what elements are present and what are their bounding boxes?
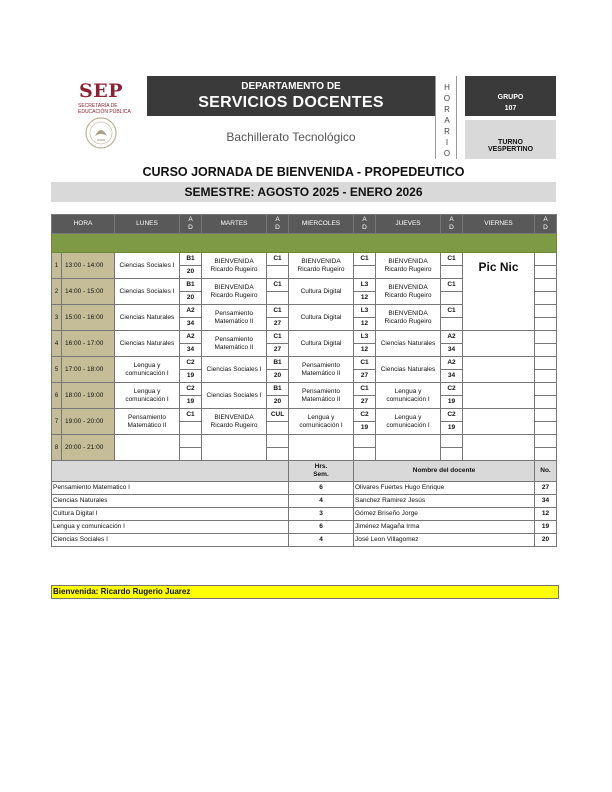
class-cell-jue	[376, 435, 441, 461]
teacher-number	[535, 318, 557, 331]
table-row	[52, 331, 557, 344]
classroom-code: B1	[180, 253, 202, 266]
teacher-subject: Cultura Digital I	[52, 508, 289, 521]
teacher-row	[52, 495, 557, 508]
class-cell-mar: Ciencias Sociales I	[202, 383, 267, 409]
teacher-number: 27	[354, 396, 376, 409]
classroom-code: A2	[441, 357, 463, 370]
class-cell-mar: BIENVENIDA Ricardo Rugeiro	[202, 409, 267, 435]
classroom-code: C1	[180, 409, 202, 422]
period-number: 7	[52, 409, 62, 435]
ad-bottom: D	[543, 224, 548, 231]
teacher-number	[441, 448, 463, 461]
teacher-number: 19	[354, 422, 376, 435]
teacher-subject: Ciencias Naturales	[52, 495, 289, 508]
logo-subtitle	[78, 103, 138, 115]
classroom-code: C1	[267, 305, 289, 318]
teacher-number	[267, 422, 289, 435]
logo-sub-line2: EDUCACIÓN PÚBLICA	[78, 109, 131, 115]
document-header	[51, 76, 556, 159]
classroom-code: B1	[267, 383, 289, 396]
classroom-code: L3	[354, 331, 376, 344]
classroom-code	[535, 383, 557, 396]
teacher-number: 19	[180, 370, 202, 383]
classroom-code	[535, 435, 557, 448]
teacher-number	[180, 448, 202, 461]
horario-letter: O	[443, 149, 451, 158]
teacher-name: Sanchez Ramirez Jesús	[354, 495, 535, 508]
teacher-number	[267, 448, 289, 461]
period-number: 5	[52, 357, 62, 383]
teacher-hours: 4	[289, 534, 354, 547]
ad-top: A	[188, 216, 193, 223]
sep-logo	[51, 76, 147, 159]
classroom-code	[267, 435, 289, 448]
period-time: 19:00 - 20:00	[62, 409, 115, 435]
classroom-code	[354, 435, 376, 448]
teacher-row	[52, 508, 557, 521]
class-cell-jue: Ciencias Naturales	[376, 357, 441, 383]
classroom-code: B1	[267, 357, 289, 370]
teacher-no: 12	[535, 508, 557, 521]
class-cell-mar: Ciencias Sociales I	[202, 357, 267, 383]
class-cell-mie: Cultura Digital	[289, 305, 354, 331]
teacher-number	[441, 266, 463, 279]
col-header-lunes: LUNES	[115, 215, 180, 234]
teacher-number	[441, 318, 463, 331]
col-header-hora: HORA	[52, 215, 115, 234]
ad-top: A	[362, 216, 367, 223]
teacher-hours: 4	[289, 495, 354, 508]
shift-box	[465, 120, 556, 159]
ad-bottom: D	[275, 224, 280, 231]
classroom-code	[535, 331, 557, 344]
col-header-ad	[180, 215, 202, 234]
ad-bottom: D	[362, 224, 367, 231]
class-cell-jue: BIENVENIDA Ricardo Rugeiro	[376, 279, 441, 305]
classroom-code	[535, 279, 557, 292]
logo-word: SEP	[79, 80, 123, 102]
teacher-number	[441, 292, 463, 305]
teacher-number	[354, 448, 376, 461]
ad-top: A	[543, 216, 548, 223]
classroom-code: C2	[180, 383, 202, 396]
period-number: 4	[52, 331, 62, 357]
class-cell-jue: Ciencias Naturales	[376, 331, 441, 357]
classroom-code: A2	[441, 331, 463, 344]
teacher-number: 19	[441, 396, 463, 409]
department-banner	[147, 76, 435, 116]
teacher-row	[52, 534, 557, 547]
classroom-code: L3	[354, 305, 376, 318]
class-cell-lun: Ciencias Naturales	[115, 331, 180, 357]
teacher-number	[267, 292, 289, 305]
class-cell-jue: Lengua y comunicación I	[376, 409, 441, 435]
group-label: GRUPO	[497, 94, 524, 101]
classroom-code: C2	[354, 409, 376, 422]
teacher-number	[267, 266, 289, 279]
table-row	[52, 409, 557, 422]
classroom-code: C1	[354, 383, 376, 396]
class-cell-vie	[463, 383, 535, 409]
table-row	[52, 253, 557, 266]
horario-letter: I	[445, 138, 449, 147]
teacher-number	[535, 422, 557, 435]
horario-letter: H	[444, 83, 450, 92]
period-time: 16:00 - 17:00	[62, 331, 115, 357]
classroom-code: L3	[354, 279, 376, 292]
teacher-number: 27	[267, 344, 289, 357]
green-band	[52, 234, 557, 253]
classroom-code: C1	[441, 305, 463, 318]
teacher-hours: 3	[289, 508, 354, 521]
class-cell-mar: BIENVENIDA Ricardo Rugeiro	[202, 253, 267, 279]
col-header-jueves: JUEVES	[376, 215, 441, 234]
teacher-number: 34	[180, 318, 202, 331]
period-number: 1	[52, 253, 62, 279]
teacher-header: Nombre del docente	[354, 461, 535, 482]
class-cell-mie: Pensamiento Matemático II	[289, 383, 354, 409]
teacher-number	[354, 266, 376, 279]
horario-vertical-label	[435, 76, 457, 159]
teacher-number	[535, 370, 557, 383]
ad-bottom: D	[449, 224, 454, 231]
teacher-name: Jiménez Magaña Irma	[354, 521, 535, 534]
classroom-code: C1	[441, 253, 463, 266]
class-cell-lun	[115, 435, 180, 461]
course-title: CURSO JORNADA DE BIENVENIDA - PROPEDEUTICO	[142, 165, 465, 179]
class-cell-lun: Lengua y comunicación I	[115, 383, 180, 409]
class-cell-jue: BIENVENIDA Ricardo Rugeiro	[376, 305, 441, 331]
class-cell-lun: Ciencias Sociales I	[115, 279, 180, 305]
teacher-subject: Ciencias Sociales I	[52, 534, 289, 547]
teacher-number: 34	[180, 344, 202, 357]
classroom-code	[535, 409, 557, 422]
teacher-number	[535, 344, 557, 357]
classroom-code	[535, 357, 557, 370]
col-header-martes: MARTES	[202, 215, 267, 234]
shift-label: TURNO	[498, 139, 523, 146]
classroom-code: C1	[354, 253, 376, 266]
horario-letter: R	[444, 105, 450, 114]
class-cell-mar: Pensamiento Matemático II	[202, 305, 267, 331]
class-cell-lun: Ciencias Naturales	[115, 305, 180, 331]
classroom-code: C1	[267, 253, 289, 266]
teacher-number: 27	[267, 318, 289, 331]
class-cell-lun: Lengua y comunicación I	[115, 357, 180, 383]
coat-of-arms-icon	[84, 116, 118, 150]
department-line2: SERVICIOS DOCENTES	[198, 94, 384, 111]
classroom-code: B1	[180, 279, 202, 292]
teacher-number	[535, 396, 557, 409]
classroom-code: C2	[180, 357, 202, 370]
classroom-code	[180, 435, 202, 448]
ad-top: A	[449, 216, 454, 223]
teacher-name: Olivares Fuertes Hugo Enrique	[354, 482, 535, 495]
classroom-code: C2	[441, 409, 463, 422]
class-cell-lun: Ciencias Sociales I	[115, 253, 180, 279]
hrs-header	[289, 461, 354, 482]
classroom-code: C1	[267, 279, 289, 292]
classroom-code	[535, 305, 557, 318]
period-number: 3	[52, 305, 62, 331]
program-subtitle: Bachillerato Tecnológico	[226, 130, 356, 144]
teacher-hours: 6	[289, 482, 354, 495]
period-time: 20:00 - 21:00	[62, 435, 115, 461]
teacher-number: 19	[441, 422, 463, 435]
classroom-code: CUL	[267, 409, 289, 422]
class-cell-mie: Lengua y comunicación I	[289, 409, 354, 435]
class-cell-vie	[463, 435, 535, 461]
teacher-row	[52, 482, 557, 495]
shift-value: VESPERTINO	[487, 146, 534, 153]
class-cell-mie: BIENVENIDA Ricardo Rugeiro	[289, 253, 354, 279]
col-header-ad	[267, 215, 289, 234]
horario-letter: A	[444, 116, 450, 125]
teacher-subject: Lengua y comunicación I	[52, 521, 289, 534]
period-number: 8	[52, 435, 62, 461]
classroom-code: A2	[180, 305, 202, 318]
teacher-no: 20	[535, 534, 557, 547]
group-value: 107	[504, 105, 517, 112]
classroom-code: C1	[441, 279, 463, 292]
classroom-code: A2	[180, 331, 202, 344]
table-row	[52, 435, 557, 448]
logo-sub-line1: SECRETARÍA DE	[78, 103, 118, 109]
teacher-number: 34	[441, 370, 463, 383]
ad-top: A	[275, 216, 280, 223]
col-header-miercoles: MIERCOLES	[289, 215, 354, 234]
teacher-subject: Pensamiento Matematico I	[52, 482, 289, 495]
teacher-number	[535, 266, 557, 279]
ad-bottom: D	[188, 224, 193, 231]
teacher-number: 27	[354, 370, 376, 383]
class-cell-mie: Pensamiento Matemático II	[289, 357, 354, 383]
teacher-no: 19	[535, 521, 557, 534]
table-row	[52, 383, 557, 396]
classroom-code	[535, 253, 557, 266]
col-header-viernes: VIERNES	[463, 215, 535, 234]
col-header-ad	[535, 215, 557, 234]
class-cell-vie	[463, 331, 535, 357]
period-time: 18:00 - 19:00	[62, 383, 115, 409]
teacher-name: José Leon Villagomez	[354, 534, 535, 547]
teacher-number: 34	[441, 344, 463, 357]
teacher-number: 19	[180, 396, 202, 409]
teacher-number	[535, 448, 557, 461]
teacher-number	[535, 292, 557, 305]
period-number: 2	[52, 279, 62, 305]
classroom-code: C2	[441, 383, 463, 396]
teacher-no: 34	[535, 495, 557, 508]
class-cell-jue: BIENVENIDA Ricardo Rugeiro	[376, 253, 441, 279]
teacher-name: Gómez Briseño Jorge	[354, 508, 535, 521]
class-cell-mar: Pensamiento Matemático II	[202, 331, 267, 357]
teacher-number: 20	[180, 266, 202, 279]
no-header: No.	[535, 461, 557, 482]
teacher-row	[52, 521, 557, 534]
classroom-code: C1	[267, 331, 289, 344]
class-cell-mar: BIENVENIDA Ricardo Rugeiro	[202, 279, 267, 305]
col-header-ad	[354, 215, 376, 234]
col-header-ad	[441, 215, 463, 234]
class-cell-mie: Cultura Digital	[289, 279, 354, 305]
class-cell-vie	[463, 357, 535, 383]
period-time: 14:00 - 15:00	[62, 279, 115, 305]
group-box	[465, 76, 556, 116]
teacher-number: 20	[267, 370, 289, 383]
class-cell-mar	[202, 435, 267, 461]
classroom-code: C1	[354, 357, 376, 370]
schedule-table	[51, 214, 557, 547]
class-cell-mie: Cultura Digital	[289, 331, 354, 357]
teacher-number: 20	[180, 292, 202, 305]
welcome-note: Bienvenida: Ricardo Rugerio Juarez	[51, 585, 559, 599]
period-time: 13:00 - 14:00	[62, 253, 115, 279]
teacher-number: 12	[354, 344, 376, 357]
department-line1: DEPARTAMENTO DE	[241, 81, 341, 92]
teacher-no: 27	[535, 482, 557, 495]
class-cell-vie	[463, 409, 535, 435]
class-cell-lun: Pensamiento Matemático II	[115, 409, 180, 435]
teacher-number: 20	[267, 396, 289, 409]
horario-letter: O	[443, 94, 451, 103]
class-cell-mie	[289, 435, 354, 461]
teacher-number	[180, 422, 202, 435]
class-cell-jue: Lengua y comunicación I	[376, 383, 441, 409]
period-number: 6	[52, 383, 62, 409]
classroom-code	[441, 435, 463, 448]
teacher-number: 12	[354, 292, 376, 305]
friday-note: Pic Nic	[463, 253, 535, 331]
summary-blank	[52, 461, 289, 482]
hrs-header-text: Hrs. Sem.	[313, 463, 329, 478]
period-time: 17:00 - 18:00	[62, 357, 115, 383]
semester-banner: SEMESTRE: AGOSTO 2025 - ENERO 2026	[51, 182, 556, 202]
table-row	[52, 357, 557, 370]
horario-letter: R	[444, 127, 450, 136]
teacher-number: 12	[354, 318, 376, 331]
period-time: 15:00 - 16:00	[62, 305, 115, 331]
teacher-hours: 6	[289, 521, 354, 534]
